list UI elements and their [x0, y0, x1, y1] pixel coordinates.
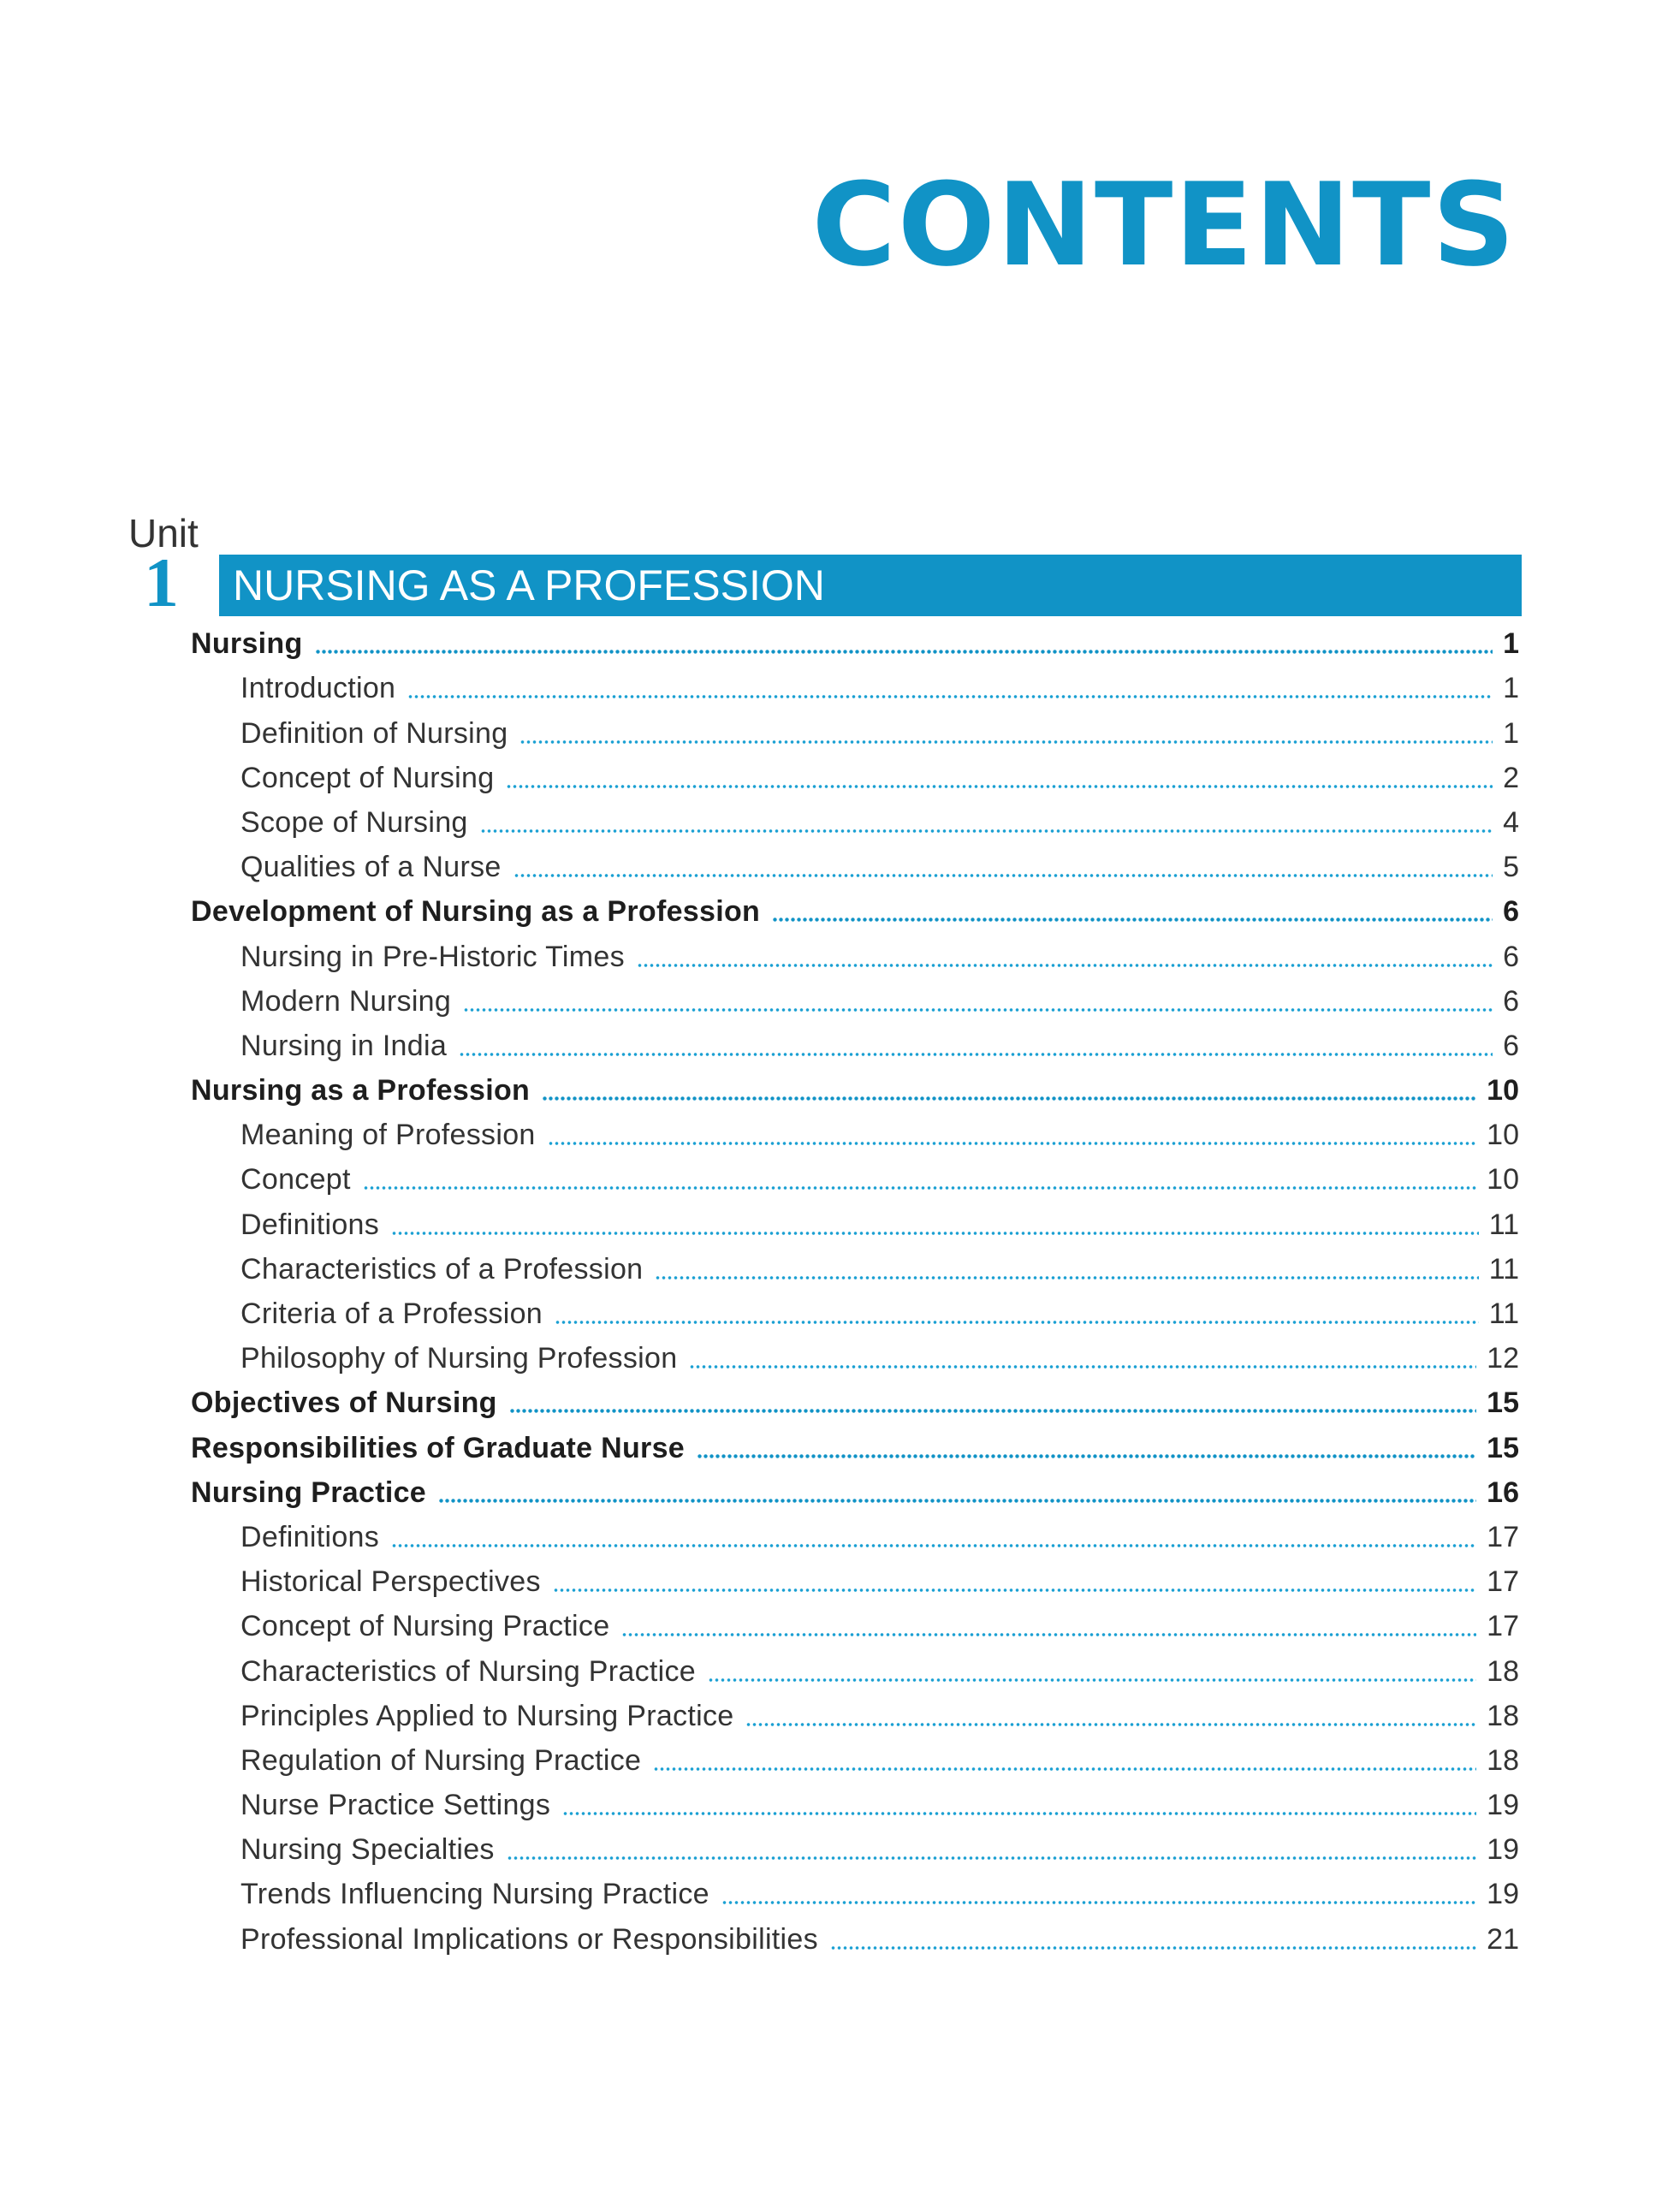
dot-leader	[637, 964, 1493, 967]
toc-page-number: 5	[1503, 851, 1519, 884]
dot-leader	[463, 1008, 1493, 1012]
toc-entry-title: Principles Applied to Nursing Practice	[240, 1699, 734, 1732]
dot-leader	[697, 1454, 1476, 1458]
toc-entry-title: Nurse Practice Settings	[240, 1789, 551, 1822]
dot-leader	[830, 1946, 1476, 1950]
toc-entry-title: Regulation of Nursing Practice	[240, 1743, 642, 1777]
dot-leader	[655, 1276, 1478, 1280]
toc-entry-title: Characteristics of Nursing Practice	[240, 1654, 697, 1688]
toc-entry-title: Modern Nursing	[240, 984, 452, 1018]
dot-leader	[653, 1767, 1476, 1771]
toc-page-number: 4	[1503, 805, 1519, 839]
toc-entry-title: Definition of Nursing	[240, 716, 508, 750]
toc-entry-title: Meaning of Profession	[240, 1119, 536, 1152]
toc-page-number: 21	[1487, 1922, 1519, 1956]
dot-leader	[407, 695, 1493, 698]
toc-subsection-entry[interactable]	[191, 712, 1519, 757]
unit-title-banner	[219, 555, 1522, 616]
unit-number: 1	[144, 543, 179, 621]
toc-entry-title: Scope of Nursing	[240, 805, 468, 839]
dot-leader	[506, 785, 1493, 788]
toc-subsection-entry[interactable]	[191, 757, 1519, 802]
toc-entry-title: Objectives of Nursing	[191, 1386, 497, 1420]
toc-page-number: 17	[1487, 1565, 1519, 1599]
dot-leader	[480, 829, 1493, 833]
toc-page-number: 19	[1487, 1878, 1519, 1911]
toc-section-entry[interactable]	[191, 891, 1519, 935]
toc-subsection-entry[interactable]	[191, 1249, 1519, 1293]
dot-leader	[363, 1186, 1476, 1190]
toc-subsection-entry[interactable]	[191, 802, 1519, 846]
toc-page-number: 18	[1487, 1743, 1519, 1777]
dot-leader	[562, 1812, 1476, 1815]
toc-entry-title: Historical Perspectives	[240, 1565, 541, 1599]
dot-leader	[315, 650, 1493, 654]
toc-subsection-entry[interactable]	[191, 1784, 1519, 1829]
toc-section-entry[interactable]	[191, 1472, 1519, 1517]
dot-leader	[509, 1409, 1476, 1413]
toc-subsection-entry[interactable]	[191, 1517, 1519, 1561]
toc-page-number: 6	[1503, 940, 1519, 973]
toc-page-number: 15	[1487, 1431, 1519, 1464]
toc-entry-title: Nursing Specialties	[240, 1833, 495, 1867]
dot-leader	[553, 1588, 1476, 1592]
toc-entry-title: Philosophy of Nursing Profession	[240, 1342, 678, 1375]
toc-subsection-entry[interactable]	[191, 846, 1519, 891]
toc-subsection-entry[interactable]	[191, 1606, 1519, 1650]
toc-subsection-entry[interactable]	[191, 1695, 1519, 1740]
toc-entry-title: Introduction	[240, 672, 396, 705]
dot-leader	[459, 1053, 1493, 1056]
toc-page-number: 6	[1503, 1029, 1519, 1062]
toc-page-number: 18	[1487, 1699, 1519, 1732]
dot-leader	[621, 1633, 1476, 1636]
table-of-contents	[191, 623, 1519, 1963]
toc-subsection-entry[interactable]	[191, 935, 1519, 980]
toc-section-entry[interactable]	[191, 1070, 1519, 1114]
toc-page-number: 11	[1488, 1297, 1519, 1330]
toc-subsection-entry[interactable]	[191, 1918, 1519, 1962]
toc-entry-title: Concept of Nursing	[240, 761, 495, 794]
dot-leader	[548, 1142, 1477, 1145]
toc-entry-title: Professional Implications or Responsibilities	[240, 1922, 818, 1956]
dot-leader	[438, 1499, 1476, 1503]
toc-section-entry[interactable]	[191, 623, 1519, 668]
toc-page-number: 10	[1487, 1074, 1519, 1107]
toc-subsection-entry[interactable]	[191, 668, 1519, 712]
toc-subsection-entry[interactable]	[191, 1873, 1519, 1918]
toc-page-number: 1	[1503, 627, 1519, 661]
toc-page-number: 11	[1488, 1208, 1519, 1241]
toc-page-number: 12	[1487, 1342, 1519, 1375]
toc-page-number: 1	[1503, 716, 1519, 750]
toc-subsection-entry[interactable]	[191, 1561, 1519, 1606]
toc-subsection-entry[interactable]	[191, 1159, 1519, 1203]
dot-leader	[708, 1678, 1476, 1682]
dot-leader	[519, 740, 1493, 744]
toc-entry-title: Qualities of a Nurse	[240, 851, 502, 884]
toc-page-number: 17	[1487, 1520, 1519, 1553]
dot-leader	[689, 1365, 1476, 1369]
toc-page-number: 11	[1488, 1252, 1519, 1286]
toc-page-number: 19	[1487, 1833, 1519, 1867]
toc-page-number: 1	[1503, 672, 1519, 705]
toc-page-number: 19	[1487, 1789, 1519, 1822]
toc-subsection-entry[interactable]	[191, 1338, 1519, 1382]
toc-page-number: 18	[1487, 1654, 1519, 1688]
toc-page-number: 15	[1487, 1386, 1519, 1420]
toc-entry-title: Concept	[240, 1163, 351, 1196]
toc-section-entry[interactable]	[191, 1382, 1519, 1427]
toc-entry-title: Nursing	[191, 627, 303, 661]
dot-leader	[721, 1901, 1476, 1904]
toc-page-number: 10	[1487, 1163, 1519, 1196]
toc-entry-title: Nursing in India	[240, 1029, 448, 1062]
toc-entry-title: Trends Influencing Nursing Practice	[240, 1878, 709, 1911]
dot-leader	[513, 874, 1493, 877]
toc-section-entry[interactable]	[191, 1427, 1519, 1471]
toc-subsection-entry[interactable]	[191, 1650, 1519, 1695]
toc-page-number: 6	[1503, 895, 1519, 929]
toc-page-number: 2	[1503, 761, 1519, 794]
toc-entry-title: Nursing Practice	[191, 1476, 427, 1509]
toc-subsection-entry[interactable]	[191, 1203, 1519, 1248]
unit-label: Unit	[128, 511, 199, 555]
toc-entry-title: Nursing as a Profession	[191, 1074, 531, 1107]
toc-subsection-entry[interactable]	[191, 1829, 1519, 1873]
dot-leader	[542, 1096, 1476, 1101]
toc-entry-title: Definitions	[240, 1208, 380, 1241]
dot-leader	[391, 1232, 1479, 1235]
toc-subsection-entry[interactable]	[191, 1293, 1519, 1338]
dot-leader	[555, 1321, 1479, 1324]
dot-leader	[391, 1544, 1476, 1547]
dot-leader	[745, 1723, 1476, 1726]
toc-subsection-entry[interactable]	[191, 1025, 1519, 1070]
toc-subsection-entry[interactable]	[191, 981, 1519, 1025]
toc-entry-title: Responsibilities of Graduate Nurse	[191, 1431, 685, 1464]
toc-entry-title: Concept of Nursing Practice	[240, 1610, 610, 1643]
toc-subsection-entry[interactable]	[191, 1114, 1519, 1159]
toc-page-number: 17	[1487, 1610, 1519, 1643]
toc-page-number: 10	[1487, 1119, 1519, 1152]
unit-title: NURSING AS A PROFESSION	[233, 561, 825, 609]
toc-page-number: 16	[1487, 1476, 1519, 1509]
toc-page-number: 6	[1503, 984, 1519, 1018]
toc-entry-title: Definitions	[240, 1520, 380, 1553]
dot-leader	[772, 917, 1493, 922]
page-title: CONTENTS	[811, 158, 1517, 292]
toc-entry-title: Nursing in Pre-Historic Times	[240, 940, 625, 973]
toc-entry-title: Criteria of a Profession	[240, 1297, 543, 1330]
dot-leader	[507, 1856, 1476, 1860]
toc-entry-title: Characteristics of a Profession	[240, 1252, 644, 1286]
toc-subsection-entry[interactable]	[191, 1740, 1519, 1784]
toc-entry-title: Development of Nursing as a Profession	[191, 895, 761, 929]
